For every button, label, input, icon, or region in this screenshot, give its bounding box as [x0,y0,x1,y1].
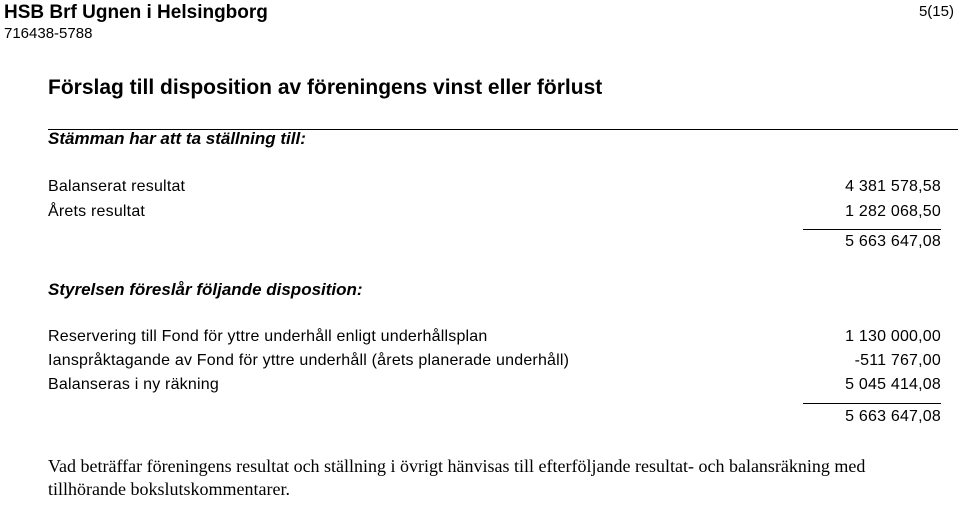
row-amount: 4 381 578,58 [845,178,941,195]
row-amount: -511 767,00 [854,352,941,369]
row-label: Balanseras i ny räkning [48,376,219,393]
table-row [48,352,941,374]
row-amount: 5 045 414,08 [845,376,941,393]
row-label: Ianspråktagande av Fond för yttre underhåll (årets planerade underhåll) [48,352,570,369]
row-label: Reservering till Fond för yttre underhåll enligt underhållsplan [48,328,488,345]
row-amount: 1 130 000,00 [845,328,941,345]
organization-number: 716438-5788 [4,25,93,42]
section-heading-matters: Stämman har att ta ställning till: [48,129,306,148]
sum-divider [803,403,941,404]
page-number: 5(15) [918,3,954,20]
total-amount: 5 663 647,08 [845,408,941,425]
total-amount: 5 663 647,08 [845,233,941,250]
footer-paragraph: Vad beträffar föreningens resultat och ställning i övrigt hänvisas till efterföljande resultat- och balansräkning med tillhörande bokslutskommentarer. [48,456,866,499]
sum-divider [803,229,941,230]
total-row [48,408,941,430]
section-heading-disposition: Styrelsen föreslår följande disposition: [48,280,363,299]
page-title: Förslag till disposition av föreningens vinst eller förlust [48,76,603,99]
table-row [48,178,941,200]
section-divider [48,129,958,130]
table-row [48,376,941,398]
table-row [48,328,941,350]
row-amount: 1 282 068,50 [845,203,941,220]
table-row [48,203,941,225]
total-row [48,233,941,255]
organization-name: HSB Brf Ugnen i Helsingborg [4,2,268,23]
row-label: Årets resultat [48,203,146,220]
row-label: Balanserat resultat [48,178,186,195]
